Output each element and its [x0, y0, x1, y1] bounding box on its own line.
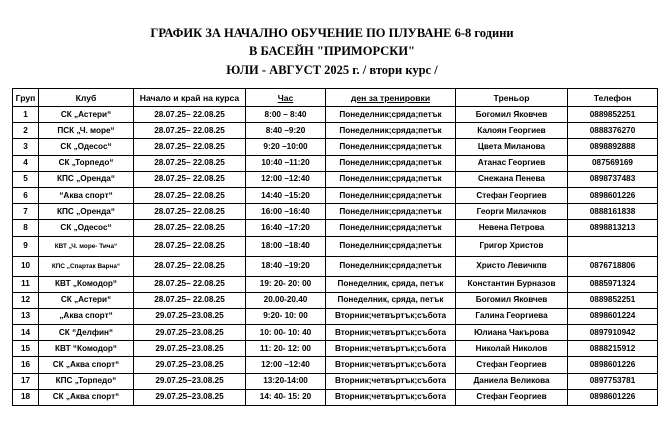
cell-group: 15 [13, 341, 39, 357]
document-title: ГРАФИК ЗА НАЧАЛНО ОБУЧЕНИЕ ПО ПЛУВАНЕ 6-8 години [150, 26, 514, 40]
cell-phone: 0889852251 [568, 107, 658, 123]
cell-phone: 0876718806 [568, 256, 658, 276]
cell-period: 29.07.25–23.08.25 [134, 373, 246, 389]
cell-period: 28.07.25– 22.08.25 [134, 256, 246, 276]
cell-coach: Стефан Георгиев [456, 357, 568, 373]
table-row [13, 325, 658, 341]
cell-time: 19: 20- 20: 00 [246, 276, 326, 292]
cell-days: Понеделник;сряда;петък [326, 256, 456, 276]
cell-phone [568, 236, 658, 256]
cell-time: 9:20 –10:00 [246, 139, 326, 155]
cell-group: 9 [13, 236, 39, 256]
column-header-period: Начало и край на курса [134, 89, 246, 107]
cell-coach: Георги Милачков [456, 204, 568, 220]
cell-club: СК „Аква спорт“ [39, 357, 134, 373]
cell-time: 13:20-14:00 [246, 373, 326, 389]
cell-phone: 0897753781 [568, 373, 658, 389]
cell-time: 10: 00- 10: 40 [246, 325, 326, 341]
cell-group: 3 [13, 139, 39, 155]
cell-club: СК „Одесос“ [39, 220, 134, 236]
cell-group: 1 [13, 107, 39, 123]
cell-days: Понеделник;сряда;петък [326, 139, 456, 155]
cell-period: 28.07.25– 22.08.25 [134, 276, 246, 292]
table-row [13, 308, 658, 324]
cell-club: КВТ „Комодор“ [39, 276, 134, 292]
cell-days: Вторник;четвъртък;събота [326, 357, 456, 373]
table-row [13, 139, 658, 155]
cell-period: 28.07.25– 22.08.25 [134, 155, 246, 171]
cell-period: 28.07.25– 22.08.25 [134, 187, 246, 203]
schedule-table [12, 88, 658, 406]
cell-period: 28.07.25– 22.08.25 [134, 171, 246, 187]
cell-period: 29.07.25–23.08.25 [134, 325, 246, 341]
cell-club: СК “Делфин“ [39, 325, 134, 341]
column-header-phone: Телефон [568, 89, 658, 107]
cell-days: Понеделник, сряда, петък [326, 292, 456, 308]
cell-days: Вторник;четвъртък;събота [326, 308, 456, 324]
cell-time: 11: 20- 12: 00 [246, 341, 326, 357]
cell-days: Вторник;четвъртък;събота [326, 341, 456, 357]
cell-club: СК „Астери“ [39, 292, 134, 308]
cell-phone: 0885971324 [568, 276, 658, 292]
cell-club: СК „Астери“ [39, 107, 134, 123]
cell-time: 16:40 –17:20 [246, 220, 326, 236]
cell-time: 16:00 –16:40 [246, 204, 326, 220]
cell-club: КПС „Оренда“ [39, 204, 134, 220]
cell-days: Вторник;четвъртък;събота [326, 325, 456, 341]
cell-group: 8 [13, 220, 39, 236]
table-row [13, 123, 658, 139]
cell-phone: 0888376270 [568, 123, 658, 139]
cell-period: 28.07.25– 22.08.25 [134, 107, 246, 123]
table-row [13, 187, 658, 203]
cell-period: 28.07.25– 22.08.25 [134, 292, 246, 308]
cell-period: 29.07.25–23.08.25 [134, 357, 246, 373]
cell-time: 8:40 –9:20 [246, 123, 326, 139]
cell-coach: Григор Христов [456, 236, 568, 256]
cell-group: 14 [13, 325, 39, 341]
cell-period: 29.07.25–23.08.25 [134, 389, 246, 405]
cell-time: 18:00 –18:40 [246, 236, 326, 256]
cell-club: КВТ “Комодор“ [39, 341, 134, 357]
cell-group: 18 [13, 389, 39, 405]
document-header [0, 0, 664, 85]
cell-coach: Богомил Яковчев [456, 107, 568, 123]
cell-coach: Константин Бурназов [456, 276, 568, 292]
pool-name: В БАСЕЙН "ПРИМОРСКИ" [249, 44, 415, 58]
cell-days: Понеделник;сряда;петък [326, 107, 456, 123]
cell-phone: 0898601226 [568, 357, 658, 373]
cell-club: СК „Торпедо“ [39, 155, 134, 171]
cell-coach: Николай Николов [456, 341, 568, 357]
cell-coach: Стефан Георгиев [456, 187, 568, 203]
cell-phone: 0898601224 [568, 308, 658, 324]
cell-phone: 0898813213 [568, 220, 658, 236]
cell-club: СК „Аква спорт“ [39, 389, 134, 405]
cell-days: Понеделник;сряда;петък [326, 204, 456, 220]
cell-club: “Аква спорт“ [39, 187, 134, 203]
cell-days: Понеделник;сряда;петък [326, 187, 456, 203]
cell-club: ПСК „Ч. море“ [39, 123, 134, 139]
cell-phone: 0897910942 [568, 325, 658, 341]
table-row [13, 155, 658, 171]
cell-group: 2 [13, 123, 39, 139]
table-row [13, 373, 658, 389]
column-header-club: Клуб [39, 89, 134, 107]
cell-days: Понеделник;сряда;петък [326, 236, 456, 256]
cell-time: 20.00-20.40 [246, 292, 326, 308]
table-row [13, 236, 658, 256]
cell-days: Понеделник;сряда;петък [326, 155, 456, 171]
cell-time: 12:00 –12:40 [246, 171, 326, 187]
table-row [13, 292, 658, 308]
column-header-group: Груп [13, 89, 39, 107]
cell-phone: 087569169 [568, 155, 658, 171]
cell-days: Понеделник;сряда;петък [326, 123, 456, 139]
cell-phone: 0898892888 [568, 139, 658, 155]
cell-coach: Калоян Георгиев [456, 123, 568, 139]
table-row [13, 220, 658, 236]
cell-days: Вторник;четвъртък;събота [326, 373, 456, 389]
cell-group: 17 [13, 373, 39, 389]
cell-group: 11 [13, 276, 39, 292]
cell-club: КПС „Торпедо“ [39, 373, 134, 389]
table-row [13, 204, 658, 220]
cell-time: 18:40 –19:20 [246, 256, 326, 276]
cell-phone: 0898601226 [568, 187, 658, 203]
cell-period: 28.07.25– 22.08.25 [134, 220, 246, 236]
table-header-row [13, 89, 658, 107]
cell-coach: Христо Левичкпв [456, 256, 568, 276]
cell-time: 14:40 –15:20 [246, 187, 326, 203]
cell-phone: 0889852251 [568, 292, 658, 308]
cell-coach: Снежана Пенева [456, 171, 568, 187]
cell-phone: 0888215912 [568, 341, 658, 357]
cell-group: 4 [13, 155, 39, 171]
table-row [13, 107, 658, 123]
cell-phone: 0888161838 [568, 204, 658, 220]
cell-club: КПС „Спартак Варна“ [39, 256, 134, 276]
cell-coach: Даниела Великова [456, 373, 568, 389]
cell-days: Вторник;четвъртък;събота [326, 389, 456, 405]
cell-time: 10:40 –11:20 [246, 155, 326, 171]
cell-coach: Юлиана Чакърова [456, 325, 568, 341]
cell-period: 28.07.25– 22.08.25 [134, 139, 246, 155]
cell-group: 10 [13, 256, 39, 276]
table-row [13, 171, 658, 187]
cell-period: 28.07.25– 22.08.25 [134, 204, 246, 220]
table-row [13, 276, 658, 292]
column-header-days: ден за тренировки [326, 89, 456, 107]
cell-period: 28.07.25– 22.08.25 [134, 123, 246, 139]
table-row [13, 389, 658, 405]
cell-group: 12 [13, 292, 39, 308]
cell-group: 7 [13, 204, 39, 220]
period-subtitle: ЮЛИ - АВГУСТ 2025 г. / втори курс / [226, 63, 438, 77]
cell-group: 16 [13, 357, 39, 373]
cell-time: 9:20- 10: 00 [246, 308, 326, 324]
cell-phone: 0898601226 [568, 389, 658, 405]
cell-club: СК „Одесос“ [39, 139, 134, 155]
cell-days: Понеделник;сряда;петък [326, 220, 456, 236]
cell-time: 14: 40- 15: 20 [246, 389, 326, 405]
cell-period: 29.07.25–23.08.25 [134, 308, 246, 324]
cell-club: КВТ „Ч. море- Тича“ [39, 236, 134, 256]
cell-days: Понеделник, сряда, петък [326, 276, 456, 292]
cell-time: 12:00 –12:40 [246, 357, 326, 373]
cell-coach: Невена Петрова [456, 220, 568, 236]
column-header-coach: Треньор [456, 89, 568, 107]
cell-phone: 0898737483 [568, 171, 658, 187]
cell-coach: Богомил Яковчев [456, 292, 568, 308]
cell-period: 29.07.25–23.08.25 [134, 341, 246, 357]
cell-group: 13 [13, 308, 39, 324]
table-row [13, 357, 658, 373]
cell-coach: Цвета Миланова [456, 139, 568, 155]
cell-group: 6 [13, 187, 39, 203]
cell-period: 28.07.25– 22.08.25 [134, 236, 246, 256]
cell-days: Понеделник;сряда;петък [326, 171, 456, 187]
cell-group: 5 [13, 171, 39, 187]
cell-club: КПС „Оренда“ [39, 171, 134, 187]
cell-club: „Аква спорт“ [39, 308, 134, 324]
table-row [13, 256, 658, 276]
cell-coach: Атанас Георгиев [456, 155, 568, 171]
table-row [13, 341, 658, 357]
cell-time: 8:00 – 8:40 [246, 107, 326, 123]
column-header-time: Час [246, 89, 326, 107]
cell-coach: Галина Георгиева [456, 308, 568, 324]
cell-coach: Стефан Георгиев [456, 389, 568, 405]
